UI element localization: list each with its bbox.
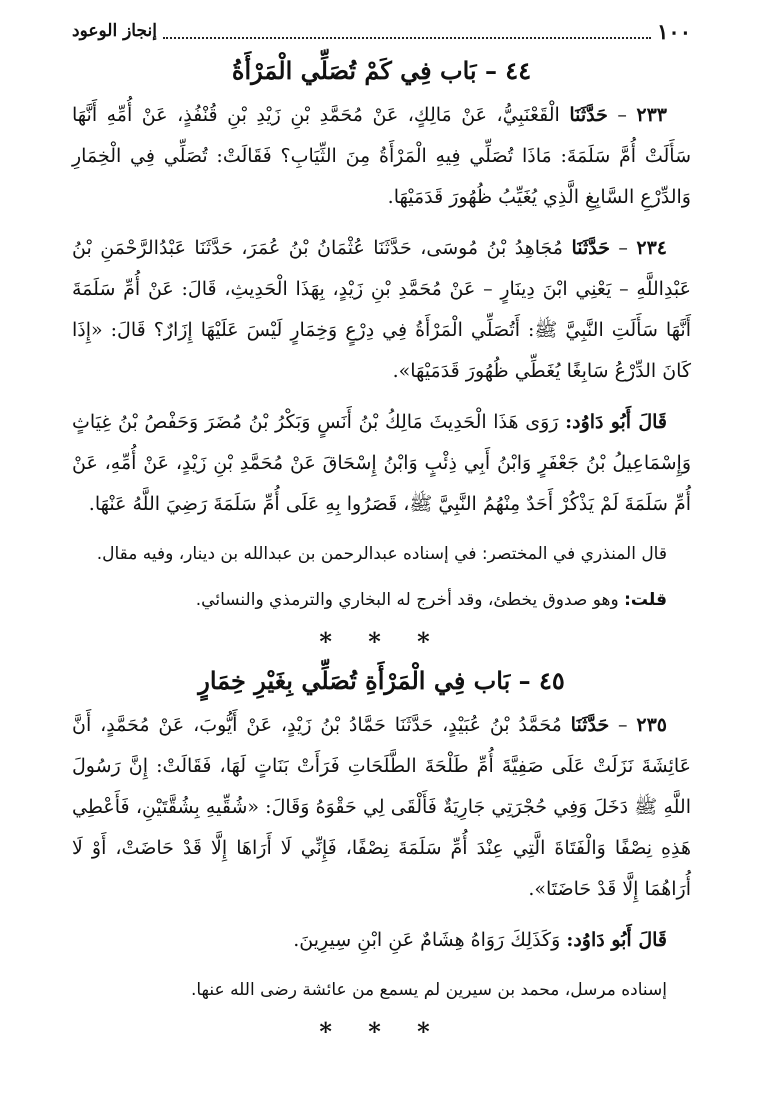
abu-dawud-remark-2	[72, 920, 691, 961]
abu-dawud-label: قَالَ أَبُو دَاوُد:	[565, 411, 667, 433]
book-title: إنجاز الوعود	[72, 21, 157, 41]
hadith-lead-word: حَدَّثَنَا	[569, 104, 608, 126]
page-header	[72, 16, 691, 46]
abu-dawud-remark-1	[72, 402, 691, 525]
abu-dawud-text: وَكَذَلِكَ رَوَاهُ هِشَامٌ عَنِ ابْنِ سِيرِينَ.	[293, 929, 561, 951]
abu-dawud-text: رَوَى هَذَا الْحَدِيثَ مَالِكُ بْنُ أَنَسٍ وَبَكْرُ بْنُ مُضَرَ وَحَفْصُ بْنُ غِيَاثٍ وَإِسْمَاعِيلُ بْنُ جَعْفَرٍ وَابْنُ أَبِي ذِئْبٍ وَابْنُ إِسْحَاقَ عَنْ مُحَمَّدِ بْنِ زَيْدٍ، عَنْ أُمِّهِ، عَنْ أُمِّ سَلَمَةَ لَمْ يَذْكُرْ أَحَدٌ مِنْهُمُ النَّبِيَّ ﷺ، قَصَرُوا بِهِ عَلَى أُمِّ سَلَمَةَ رَضِيَ اللَّهُ عَنْهَا.	[72, 411, 691, 515]
hadith-lead-word: حَدَّثَنَا	[571, 237, 610, 259]
qultu-text: وهو صدوق يخطئ، وقد أخرج له البخاري والترمذي والنسائي.	[195, 590, 619, 610]
header-dotted-leader	[163, 23, 651, 39]
page-number: ١٠٠	[657, 18, 691, 44]
hadith-235: ٢٣٥ – حَدَّثَنَا مُحَمَّدُ بْنُ عُبَيْدٍ، حَدَّثَنَا حَمَّادُ بْنُ زَيْدٍ، عَنْ أَيُّوبَ، عَنْ مُحَمَّدٍ، أَنَّ عَائِشَةَ نَزَلَتْ عَلَى صَفِيَّةَ أُمِّ طَلْحَةَ الطَّلَحَاتِ فَرَأَتْ بَنَاتٍ لَهَا، فَقَالَتْ: إِنَّ رَسُولَ اللَّهِ ﷺ دَخَلَ وَفِي حُجْرَتِي جَارِيَةٌ فَأَلْقَى لِي حَقْوَهُ وَقَالَ: «شُقِّيهِ بِشُقَّتَيْنِ، فَأَعْطِي هَذِهِ نِصْفًا وَالْفَتَاةَ الَّتِي عِنْدَ أُمِّ سَلَمَةَ نِصْفًا، فَإِنِّي لَا أَرَاهَا إِلَّا قَدْ حَاضَتْ، أَوْ لَا أُرَاهُمَا إِلَّا قَدْ حَاضَتَا».	[72, 714, 691, 900]
hadith-text: مُحَمَّدُ بْنُ عُبَيْدٍ، حَدَّثَنَا حَمَّادُ بْنُ زَيْدٍ، عَنْ أَيُّوبَ، عَنْ مُحَمَّدٍ، أَنَّ عَائِشَةَ نَزَلَتْ عَلَى صَفِيَّةَ أُمِّ طَلْحَةَ الطَّلَحَاتِ فَرَأَتْ بَنَاتٍ لَهَا، فَقَالَتْ: إِنَّ رَسُولَ اللَّهِ ﷺ دَخَلَ وَفِي حُجْرَتِي جَارِيَةٌ فَأَلْقَى لِي حَقْوَهُ وَقَالَ: «شُقِّيهِ بِشُقَّتَيْنِ، فَأَعْطِي هَذِهِ نِصْفًا وَالْفَتَاةَ الَّتِي عِنْدَ أُمِّ سَلَمَةَ نِصْفًا، فَإِنِّي لَا أَرَاهَا إِلَّا قَدْ حَاضَتْ، أَوْ لَا أُرَاهُمَا إِلَّا قَدْ حَاضَتَا».	[72, 714, 691, 900]
qultu-label: قلت:	[624, 590, 667, 610]
isnad-note: إسناده مرسل، محمد بن سيرين لم يسمع من عائشة رضى الله عنها.	[190, 980, 667, 1000]
mundhiri-note: قال المنذري في المختصر: في إسناده عبدالرحمن بن عبدالله بن دينار، وفيه مقال.	[96, 544, 667, 564]
chapter-title-45: ٤٥ – بَاب فِي الْمَرْأَةِ تُصَلِّي بِغَيْرِ خِمَارٍ	[198, 666, 565, 695]
hadith-number: ٢٣٤	[636, 237, 667, 259]
qultu-note	[72, 581, 691, 619]
section-divider-stars: * * *	[319, 627, 444, 656]
hadith-text: الْقَعْنَبِيُّ، عَنْ مَالِكٍ، عَنْ مُحَمَّدِ بْنِ زَيْدِ بْنِ قُنْفُذٍ، عَنْ أُمِّهِ أَنَّهَا سَأَلَتْ أُمَّ سَلَمَةَ: مَاذَا تُصَلِّي فِيهِ الْمَرْأَةُ مِنَ الثِّيَابِ؟ فَقَالَتْ: تُصَلِّي فِي الْخِمَارِ وَالدِّرْعِ السَّابِغِ الَّذِي يُغَيِّبُ ظُهُورَ قَدَمَيْهَا.	[72, 104, 691, 208]
hadith-233: ٢٣٣ – حَدَّثَنَا الْقَعْنَبِيُّ، عَنْ مَالِكٍ، عَنْ مُحَمَّدِ بْنِ زَيْدِ بْنِ قُنْفُذٍ، عَنْ أُمِّهِ أَنَّهَا سَأَلَتْ أُمَّ سَلَمَةَ: مَاذَا تُصَلِّي فِيهِ الْمَرْأَةُ مِنَ الثِّيَابِ؟ فَقَالَتْ: تُصَلِّي فِي الْخِمَارِ وَالدِّرْعِ السَّابِغِ الَّذِي يُغَيِّبُ ظُهُورَ قَدَمَيْهَا.	[72, 104, 691, 208]
abu-dawud-label: قَالَ أَبُو دَاوُد:	[566, 929, 667, 951]
hadith-text: مُجَاهِدُ بْنُ مُوسَى، حَدَّثَنَا عُثْمَانُ بْنُ عُمَرَ، حَدَّثَنَا عَبْدُالرَّحْمَنِ بْنُ عَبْدِاللَّهِ – يَعْنِي ابْنَ دِينَارٍ – عَنْ مُحَمَّدِ بْنِ زَيْدٍ، بِهَذَا الْحَدِيثِ، قَالَ: عَنْ أُمِّ سَلَمَةَ أَنَّهَا سَأَلَتِ النَّبِيَّ ﷺ: أَتُصَلِّي الْمَرْأَةُ فِي دِرْعٍ وَخِمَارٍ لَيْسَ عَلَيْهَا إِزَارٌ؟ قَالَ: «إِذَا كَانَ الدِّرْعُ سَابِغًا يُغَطِّي ظُهُورَ قَدَمَيْهَا».	[72, 237, 691, 382]
hadith-number: ٢٣٣	[636, 104, 667, 126]
hadith-lead-word: حَدَّثَنَا	[570, 714, 610, 736]
page-content	[72, 52, 691, 1056]
section-divider-stars: * * *	[319, 1017, 444, 1046]
chapter-title-44: ٤٤ – بَاب فِي كَمْ تُصَلِّي الْمَرْأَةُ	[231, 56, 532, 85]
hadith-number: ٢٣٥	[636, 714, 667, 736]
hadith-234: ٢٣٤ – حَدَّثَنَا مُجَاهِدُ بْنُ مُوسَى، حَدَّثَنَا عُثْمَانُ بْنُ عُمَرَ، حَدَّثَنَا عَبْدُالرَّحْمَنِ بْنُ عَبْدِاللَّهِ – يَعْنِي ابْنَ دِينَارٍ – عَنْ مُحَمَّدِ بْنِ زَيْدٍ، بِهَذَا الْحَدِيثِ، قَالَ: عَنْ أُمِّ سَلَمَةَ أَنَّهَا سَأَلَتِ النَّبِيَّ ﷺ: أَتُصَلِّي الْمَرْأَةُ فِي دِرْعٍ وَخِمَارٍ لَيْسَ عَلَيْهَا إِزَارٌ؟ قَالَ: «إِذَا كَانَ الدِّرْعُ سَابِغًا يُغَطِّي ظُهُورَ قَدَمَيْهَا».	[72, 237, 691, 382]
